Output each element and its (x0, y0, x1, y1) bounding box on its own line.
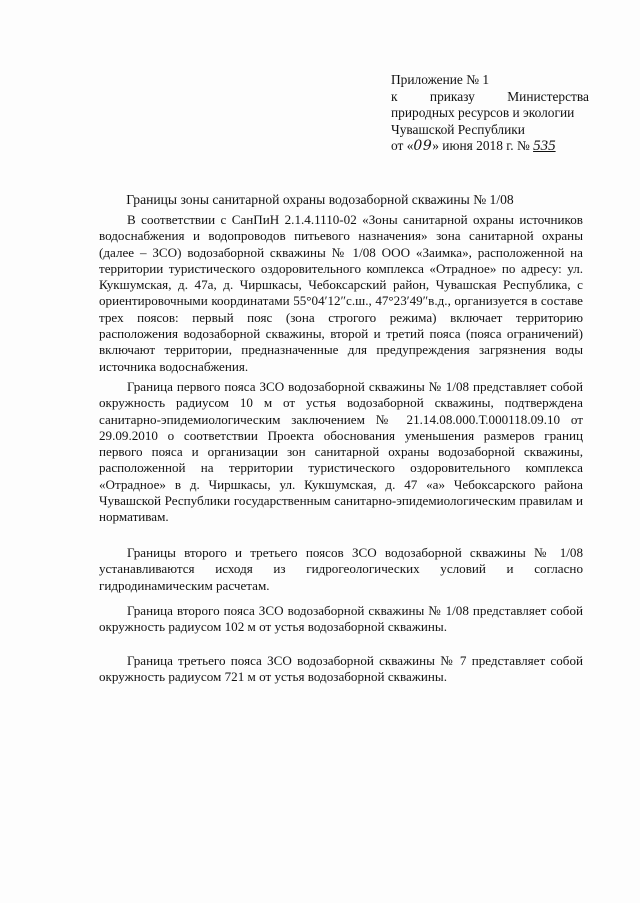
appendix-date-line (391, 138, 589, 155)
paragraph-second-belt-radius: Граница второго пояса ЗСО водозаборной скважины № 1/08 представляет собой окружность радиусом 102 м от устья водозаборной скважины. (99, 603, 583, 635)
appendix-header (391, 72, 589, 155)
paragraph-second-third-belts: Границы второго и третьего поясов ЗСО водозаборной скважины № 1/08 устанавливаются исходя из гидрогеологических условий и согласно гидродинамическим расчетам. (99, 545, 583, 593)
paragraph-sanpin-intro: В соответствии с СанПиН 2.1.4.1110-02 «Зоны санитарной охраны источников водоснабжения и водопроводов питьевого назначения» зона санитарной охраны (далее – ЗСО) водозаборной скважины № 1/08 ООО «Заимка», расположенной на территории туристического оздоровительного комплекса «Отрадное» по адресу: ул. Кукшумская, д. 47а, д. Чиршкасы, Чебоксарский район, Чувашская Республика, с ориентировочными координатами 55°04′12″с.ш., 47°23′49″в.д., организуется в составе трех поясов: первый пояс (зона строгого режима) включает территорию расположения водозаборной скважины, второй и третий пояса (пояса ограничений) включают территории, предназначенные для предупреждения загрязнения воды источника водоснабжения. (99, 212, 583, 374)
appendix-ministry-name: природных ресурсов и экологии (391, 105, 575, 121)
date-prefix: от « (391, 138, 414, 154)
appendix-title: Приложение № 1 (391, 72, 490, 87)
handwritten-day: 09 (413, 138, 433, 155)
paragraph-first-belt: Граница первого пояса ЗСО водозаборной скважины № 1/08 представляет собой окружность радиусом 10 м от устья водозаборной скважины, подтверждена санитарно-эпидемиологическим заключением № 21.14.08.000.Т.000118.09.10 от 29.09.2010 о соответствии Проекта обоснования уменьшения размеров границ первого пояса и организации зон санитарной охраны водозаборной скважины, расположенной на территории туристического оздоровительного комплекса «Отрадное» в д. Чиршкасы, ул. Кукшумская, д. 47 «а» Чебоксарского района Чувашской Республики государственным санитарно-эпидемиологическим правилам и нормативам. (99, 379, 583, 525)
document-title: Границы зоны санитарной охраны водозаборной скважины № 1/08 (126, 192, 514, 207)
paragraph-third-belt-radius: Граница третьего пояса ЗСО водозаборной скважины № 7 представляет собой окружность радиусом 721 м от устья водозаборной скважины. (99, 653, 583, 685)
appendix-order-reference: к приказу Министерства (391, 88, 589, 104)
date-suffix: » июня 2018 г. № (432, 138, 534, 154)
handwritten-order-number: 535 (533, 138, 556, 155)
appendix-republic-name: Чувашской Республики (391, 121, 525, 137)
